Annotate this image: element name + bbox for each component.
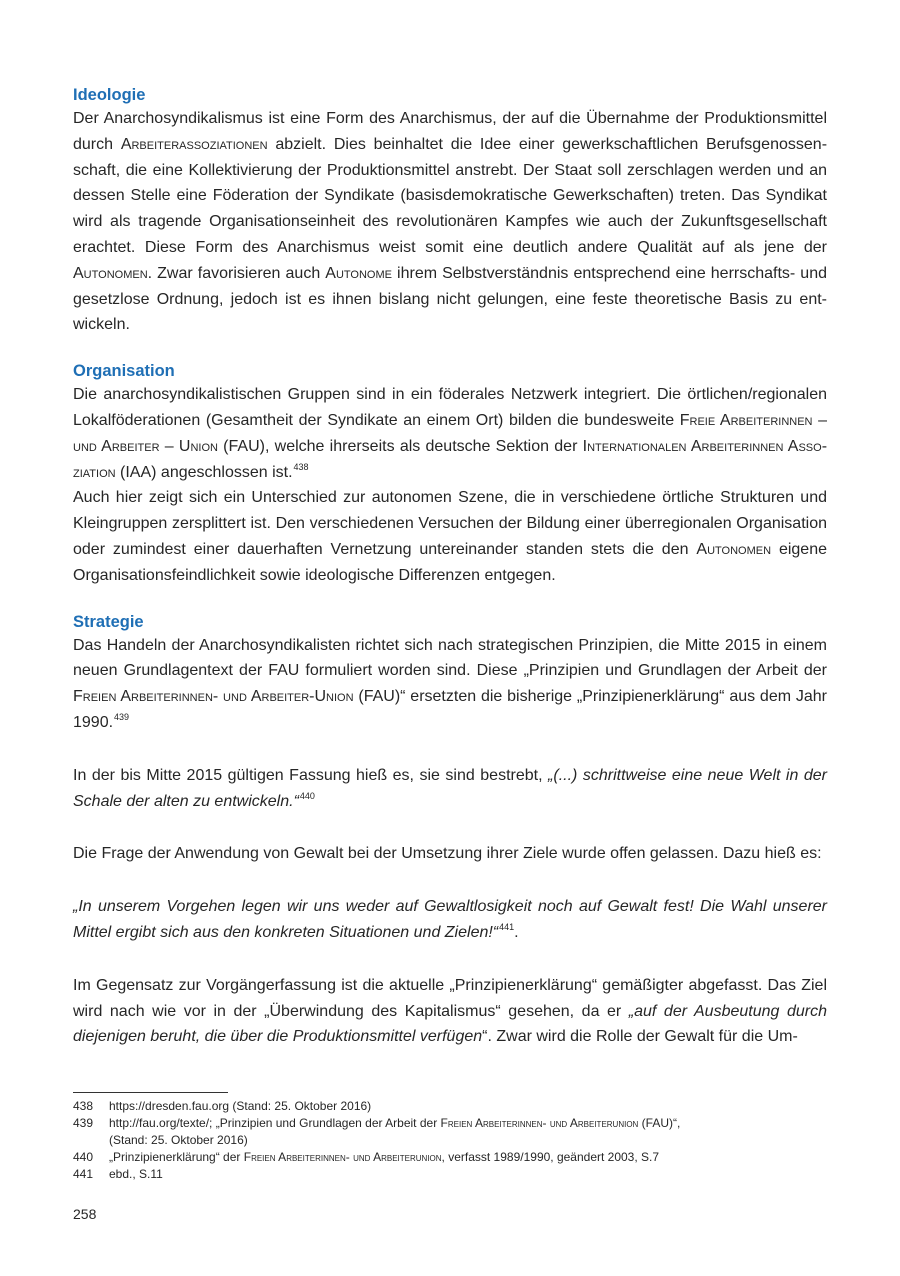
paragraph-strategie-5: Im Gegensatz zur Vorgängerfassung ist die aktuelle „Prinzipienerklärung“ gemäßigter abgefasst. Das Ziel wird nach wie vor in der „Überwindung des Kapitalismus“ gesehen, da er „auf der Ausbeutung durch diejenigen beruht, die über die Produktionsmittel verfügen“. Zwar wird die Rolle der Gewalt für die Um- bbox=[73, 976, 827, 1046]
paragraph-strategie-3: Die Frage der Anwendung von Gewalt bei der Umsetzung ihrer Ziele wurde offen gelassen. Dazu hieß es: bbox=[73, 845, 822, 863]
footnote-text: „Prinzipienerklärung“ der Freien Arbeiterinnen- und Arbeiterunion, verfasst 1989/1990, geändert 2003, S.7 bbox=[109, 1150, 660, 1164]
paragraph-organisation-2: Auch hier zeigt sich ein Unterschied zur autonomen Szene, die in verschiedene örtliche Strukturen und Kleingruppen zersplittert ist. Den verschiedenen Versuchen der Bildung einer überregionalen Organisation oder zumindest einer dauerhaften Vernetzung untereinander standen stets die den Autonomen eigene Organisationsfeindlichkeit sowie ideologische Differenzen entgegen. bbox=[73, 489, 827, 584]
paragraph-ideologie: Der Anarchosyndikalismus ist eine Form des Anarchismus, der auf die Übernahme der Produktionsmittel durch Arbeiterassoziationen abzielt. Dies beinhaltet die Idee einer gewerkschaftlichen Berufsgenossenschaft, die eine Kollektivierung der Produktionsmittel anstrebt. Der Staat soll zerschlagen werden und an dessen Stelle eine Föderation der Syndikate (basisdemokratische Gewerkschaften) treten. Das Syndikat wird als tragende Organisationseinheit des revolutionären Kampfes wie auch der Zukunftsgesellschaft erachtet. Diese Form des Anarchismus weist somit eine deutlich andere Qualität auf als jene der Autonomen. Zwar favorisieren auch Autonome ihrem Selbstverständnis entsprechend eine herrschafts- und gesetzlose Ordnung, jedoch ist es ihnen bislang nicht gelungen, eine feste theoretische Basis zu entwickeln. bbox=[73, 110, 828, 334]
footnote-item bbox=[73, 1098, 833, 1115]
footnote-text: https://dresden.fau.org (Stand: 25. Oktober 2016) bbox=[109, 1099, 372, 1113]
footnote-number: 438 bbox=[73, 1099, 94, 1113]
footnote-divider bbox=[73, 1092, 228, 1093]
page-number: 258 bbox=[73, 1206, 97, 1222]
paragraph-strategie-2: In der bis Mitte 2015 gültigen Fassung hieß es, sie sind bestrebt, „(...) schrittweise eine neue Welt in der Schale der alten zu entwickeln.“$^{440}$ bbox=[73, 766, 828, 810]
heading-strategie: Strategie bbox=[73, 612, 144, 631]
footnote-ref: 441 bbox=[499, 921, 515, 932]
footnote-number: 440 bbox=[73, 1150, 94, 1164]
footnote-ref: 438 bbox=[293, 461, 309, 472]
heading-organisation: Organisation bbox=[73, 362, 175, 381]
paragraph-strategie-1: Das Handeln der Anarchosyndikalisten richtet sich nach strategischen Prinzipien, die Mitte 2015 in einem neuen Grundlagentext der FAU formuliert worden sind. Diese „Prinzipien und Grundlagen der Arbeit der Freien Arbeiterinnen- und Arbeiter-Union (FAU)“ ersetzten die bisherige „Prinzipienerklärung“ aus dem Jahr 1990.$^{439}$ bbox=[73, 636, 828, 731]
footnote-text: http://fau.org/texte/; „Prinzipien und Grundlagen der Arbeit der Freien Arbeiterinnen- und Arbeiterunion (FAU)“, (Stand: 25. Oktober 2016) bbox=[109, 1116, 681, 1147]
footnote-text: ebd., S.11 bbox=[109, 1167, 163, 1181]
footnote-item bbox=[73, 1166, 833, 1183]
footnote-number: 441 bbox=[73, 1167, 94, 1181]
footnote-number: 439 bbox=[73, 1116, 94, 1130]
footnote-ref: 440 bbox=[299, 790, 315, 801]
footnote-item bbox=[73, 1115, 833, 1149]
page-body bbox=[73, 84, 827, 1050]
paragraph-organisation-1: Die anarchosyndikalistischen Gruppen sind in ein föderales Netzwerk integriert. Die örtlichen/regionalen Lokalföderationen (Gesamtheit der Syndikate an einem Ort) bilden die bundesweite Freie Arbeiterinnen – und Arbeiter – Union (FAU), welche ihrerseits als deutsche Sektion der Internationalen Arbeiterinnen Assoziation (IAA) angeschlossen ist.$^{438}$ bbox=[73, 386, 828, 481]
heading-ideologie: Ideologie bbox=[73, 86, 146, 104]
quote-strategie: „In unserem Vorgehen legen wir uns weder auf Gewaltlosigkeit noch auf Gewalt fest! Die Wahl unserer Mittel ergibt sich aus den konkreten Situationen und Zielen!“$^{441}$. bbox=[73, 898, 827, 941]
footnote-item bbox=[73, 1149, 833, 1166]
footnote-ref: 439 bbox=[114, 711, 130, 722]
footnotes bbox=[73, 1098, 833, 1183]
